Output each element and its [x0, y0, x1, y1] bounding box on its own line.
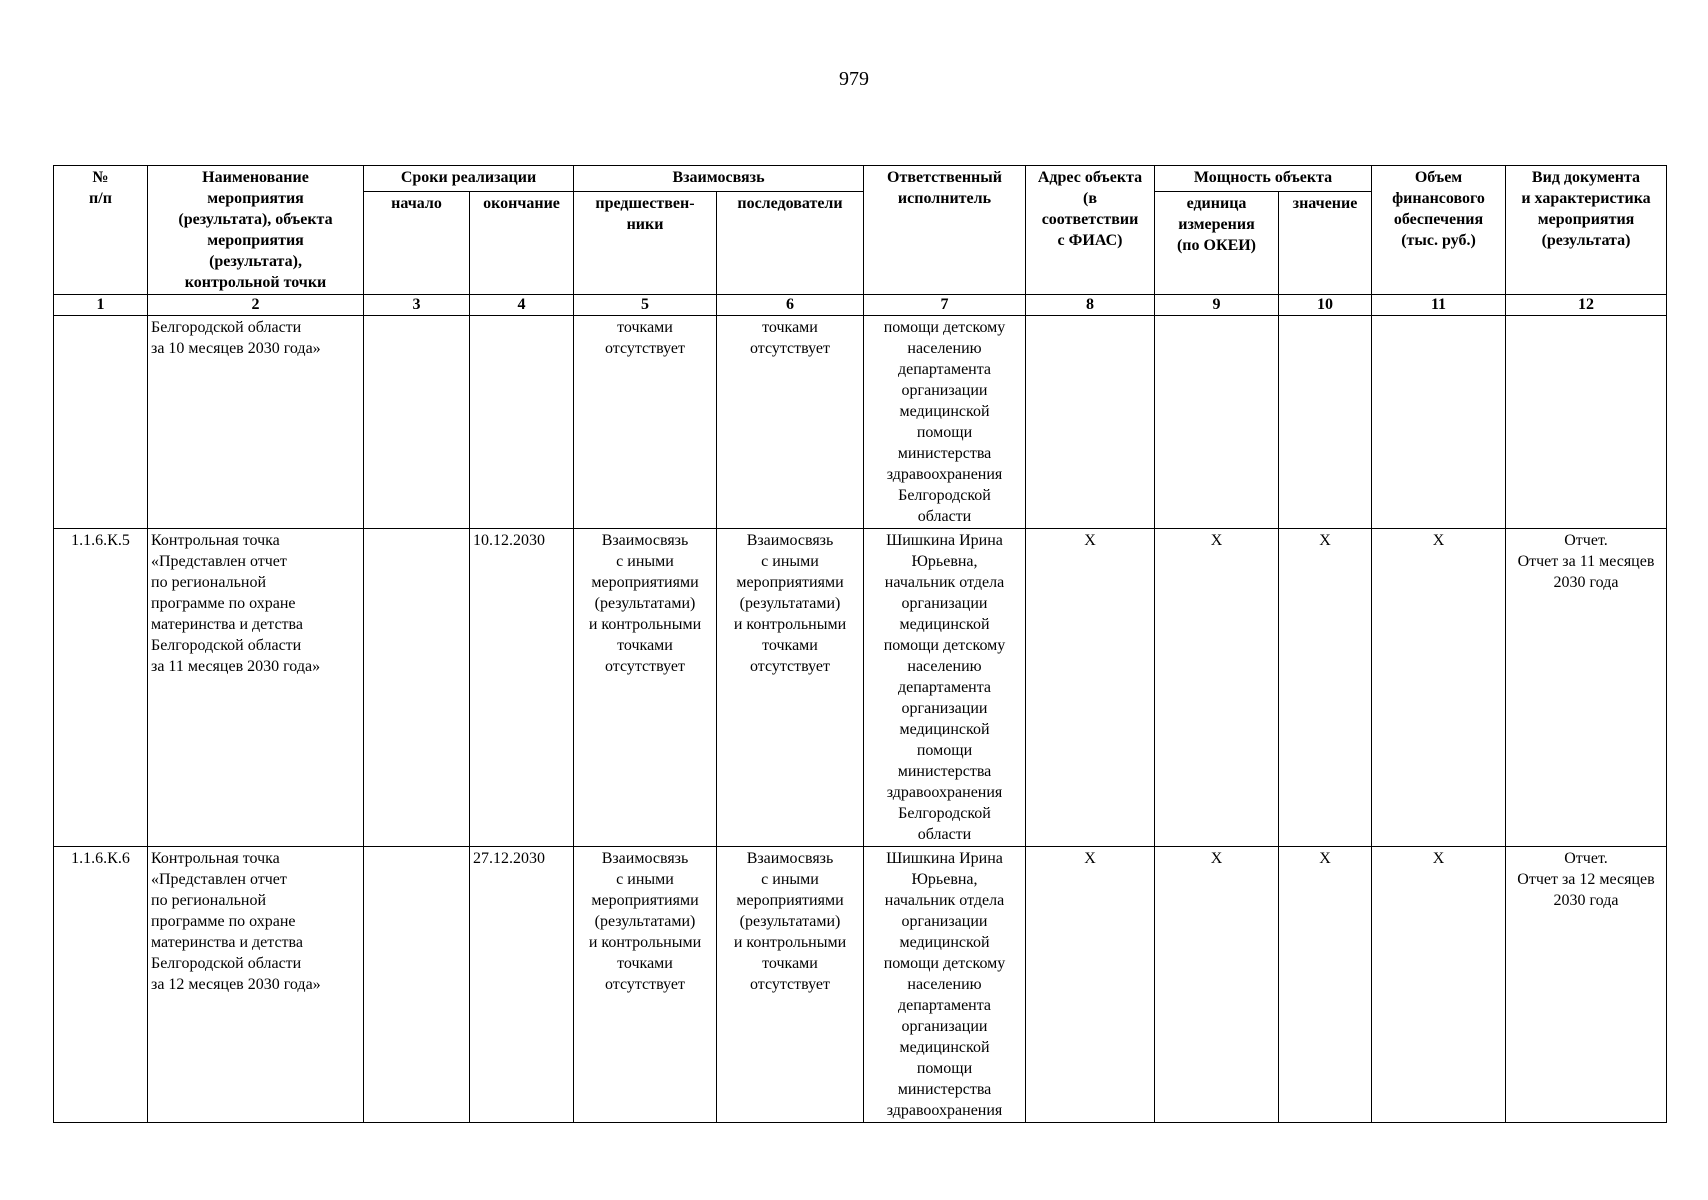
row-value: Х [1279, 529, 1372, 847]
row-finance [1372, 316, 1506, 529]
header-successors: последователи [717, 191, 864, 294]
table-row [54, 847, 1667, 1123]
column-number: 4 [470, 295, 574, 316]
row-predecessors: Взаимосвязь с иными мероприятиями (результатами) и контрольными точками отсутствует [574, 529, 717, 847]
row-num [54, 316, 148, 529]
row-finance: Х [1372, 847, 1506, 1123]
page-number: 979 [839, 68, 869, 90]
column-number: 11 [1372, 295, 1506, 316]
column-number: 12 [1506, 295, 1667, 316]
table-row [54, 316, 1667, 529]
row-address: Х [1026, 847, 1155, 1123]
row-name: Контрольная точка «Представлен отчет по региональной программе по охране материнства и детства Белгородской области за 12 месяцев 2030 года» [148, 847, 364, 1123]
row-end: 10.12.2030 [470, 529, 574, 847]
header-num: № п/п [54, 166, 148, 295]
column-number-row [54, 295, 1667, 316]
row-responsible: Шишкина Ирина Юрьевна, начальник отдела организации медицинской помощи детскому населению департамента организации медицинской помощи министерства здравоохранения [864, 847, 1026, 1123]
header-unit: единица измерения (по ОКЕИ) [1155, 191, 1279, 294]
header-name: Наименование мероприятия (результата), объекта мероприятия (результата), контрольной точки [148, 166, 364, 295]
header-address: Адрес объекта (в соответствии с ФИАС) [1026, 166, 1155, 295]
header-responsible: Ответственный исполнитель [864, 166, 1026, 295]
header-link-group: Взаимосвязь [574, 166, 864, 192]
row-document: Отчет. Отчет за 11 месяцев 2030 года [1506, 529, 1667, 847]
row-start [364, 316, 470, 529]
column-number: 2 [148, 295, 364, 316]
row-name: Белгородской области за 10 месяцев 2030 года» [148, 316, 364, 529]
row-responsible: Шишкина Ирина Юрьевна, начальник отдела организации медицинской помощи детскому населению департамента организации медицинской помощи министерства здравоохранения Белгородской области [864, 529, 1026, 847]
column-number: 9 [1155, 295, 1279, 316]
row-end: 27.12.2030 [470, 847, 574, 1123]
header-value: значение [1279, 191, 1372, 294]
schedule-table [53, 165, 1667, 1123]
row-document [1506, 316, 1667, 529]
row-num: 1.1.6.К.5 [54, 529, 148, 847]
row-end [470, 316, 574, 529]
row-successors: Взаимосвязь с иными мероприятиями (результатами) и контрольными точками отсутствует [717, 529, 864, 847]
row-unit: Х [1155, 847, 1279, 1123]
row-unit: Х [1155, 529, 1279, 847]
row-finance: Х [1372, 529, 1506, 847]
row-address: Х [1026, 529, 1155, 847]
row-predecessors: Взаимосвязь с иными мероприятиями (результатами) и контрольными точками отсутствует [574, 847, 717, 1123]
table-row [54, 529, 1667, 847]
row-predecessors: точками отсутствует [574, 316, 717, 529]
column-number: 6 [717, 295, 864, 316]
column-number: 10 [1279, 295, 1372, 316]
header-document: Вид документа и характеристика мероприятия (результата) [1506, 166, 1667, 295]
header-start: начало [364, 191, 470, 294]
column-number: 7 [864, 295, 1026, 316]
header-finance: Объем финансового обеспечения (тыс. руб.) [1372, 166, 1506, 295]
row-successors: точками отсутствует [717, 316, 864, 529]
column-number: 1 [54, 295, 148, 316]
row-num: 1.1.6.К.6 [54, 847, 148, 1123]
column-number: 8 [1026, 295, 1155, 316]
column-number: 5 [574, 295, 717, 316]
table-header [54, 166, 1667, 316]
row-successors: Взаимосвязь с иными мероприятиями (результатами) и контрольными точками отсутствует [717, 847, 864, 1123]
row-document: Отчет. Отчет за 12 месяцев 2030 года [1506, 847, 1667, 1123]
header-terms-group: Сроки реализации [364, 166, 574, 192]
row-unit [1155, 316, 1279, 529]
row-value [1279, 316, 1372, 529]
row-responsible: помощи детскому населению департамента организации медицинской помощи министерства здравоохранения Белгородской области [864, 316, 1026, 529]
row-address [1026, 316, 1155, 529]
row-start [364, 529, 470, 847]
header-capacity-group: Мощность объекта [1155, 166, 1372, 192]
column-number: 3 [364, 295, 470, 316]
row-value: Х [1279, 847, 1372, 1123]
row-start [364, 847, 470, 1123]
row-name: Контрольная точка «Представлен отчет по региональной программе по охране материнства и детства Белгородской области за 11 месяцев 2030 года» [148, 529, 364, 847]
header-predecessors: предшествен- ники [574, 191, 717, 294]
header-end: окончание [470, 191, 574, 294]
